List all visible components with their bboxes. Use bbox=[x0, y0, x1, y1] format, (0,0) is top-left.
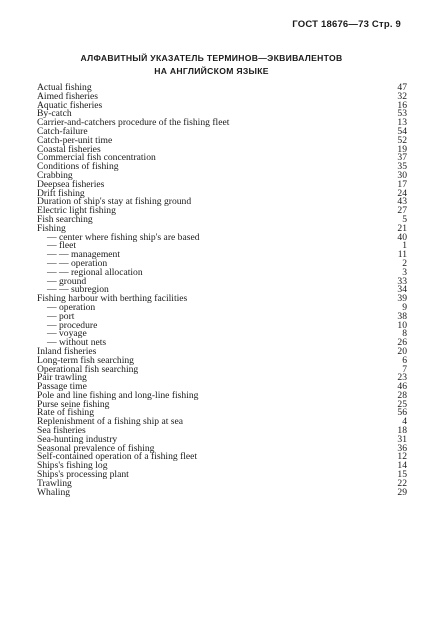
index-entry bbox=[37, 231, 407, 243]
entry-term: Sea-hunting industry bbox=[37, 433, 118, 445]
entry-term: Catch-failure bbox=[37, 125, 88, 137]
entry-number: 18 bbox=[397, 425, 407, 437]
index-entry bbox=[37, 301, 407, 313]
index-entry bbox=[37, 119, 407, 128]
entry-number: 12 bbox=[397, 451, 407, 463]
entry-term: Catch-per-unit time bbox=[37, 134, 113, 146]
entry-number: 3 bbox=[402, 266, 407, 278]
entry-term: — without nets bbox=[47, 337, 107, 349]
entry-term: — ground bbox=[47, 275, 87, 287]
index-entry bbox=[37, 99, 407, 111]
entry-number: 29 bbox=[397, 486, 407, 498]
entry-term: — procedure bbox=[47, 319, 98, 331]
entry-term: Rate of fishing bbox=[37, 407, 95, 419]
entry-term: Self-contained operation of a fishing fleet bbox=[37, 451, 198, 463]
entry-number: 17 bbox=[397, 178, 407, 190]
entry-term: Actual fishing bbox=[37, 82, 92, 93]
entry-number: 52 bbox=[397, 134, 407, 146]
entry-number: 19 bbox=[397, 143, 407, 155]
entry-term: Conditions of fishing bbox=[37, 161, 119, 173]
entry-number: 36 bbox=[397, 442, 407, 454]
entry-number: 11 bbox=[397, 249, 407, 261]
index-entry bbox=[37, 477, 407, 489]
entry-term: Crabbing bbox=[37, 169, 73, 181]
entry-term: — operation bbox=[47, 301, 96, 313]
entry-number: 33 bbox=[397, 275, 407, 287]
entry-number: 21 bbox=[397, 222, 407, 234]
entry-number: 46 bbox=[397, 381, 407, 393]
page-header: ГОСТ 18676—73 Стр. 9 bbox=[292, 19, 401, 30]
entry-number: 53 bbox=[397, 108, 407, 120]
entry-number: 37 bbox=[397, 152, 407, 164]
entry-number: 9 bbox=[402, 301, 407, 313]
entry-number: 35 bbox=[397, 161, 407, 173]
entry-term: Purse seine fishing bbox=[37, 398, 110, 410]
index-entry bbox=[37, 178, 407, 190]
entry-number: 24 bbox=[397, 187, 407, 199]
entry-number: 32 bbox=[397, 90, 407, 102]
entry-number: 7 bbox=[402, 363, 407, 375]
entry-number: 2 bbox=[402, 257, 407, 269]
entry-term: Deepsea fisheries bbox=[37, 178, 105, 190]
entry-term: Aquatic fisheries bbox=[37, 99, 103, 111]
entry-term: Ships's processing plant bbox=[37, 469, 129, 481]
index-entry bbox=[37, 319, 407, 331]
index-entry bbox=[37, 363, 407, 375]
entry-term: Electric light fishing bbox=[37, 205, 116, 217]
entry-number: 28 bbox=[397, 389, 407, 401]
entry-number: 31 bbox=[397, 433, 407, 445]
entry-term: Commercial fish concentration bbox=[37, 152, 156, 164]
entry-term: Pair trawling bbox=[37, 372, 87, 384]
entry-term: — fleet bbox=[47, 240, 77, 252]
entry-number: 13 bbox=[397, 117, 407, 129]
entry-number: 43 bbox=[397, 196, 407, 208]
index-entry bbox=[37, 418, 407, 427]
entry-term: Aimed fisheries bbox=[37, 90, 99, 102]
entry-term: Operational fish searching bbox=[37, 363, 139, 375]
index-entry bbox=[37, 266, 407, 278]
entry-term: Trawling bbox=[37, 477, 72, 489]
index-entry bbox=[37, 486, 407, 498]
entry-number: 54 bbox=[397, 125, 407, 137]
entry-term: — — operation bbox=[47, 257, 108, 269]
entry-number: 8 bbox=[402, 328, 407, 340]
entry-number: 38 bbox=[397, 310, 407, 322]
entry-term: — voyage bbox=[47, 328, 87, 340]
entry-number: 22 bbox=[397, 477, 407, 489]
entry-number: 25 bbox=[397, 398, 407, 410]
entry-number: 26 bbox=[397, 337, 407, 349]
index-entry bbox=[37, 163, 407, 172]
entry-term: Seasonal prevalence of fishing bbox=[37, 442, 155, 454]
entry-number: 16 bbox=[397, 99, 407, 111]
index-title bbox=[0, 52, 423, 78]
entry-term: Carrier-and-catchers procedure of the fishing fleet bbox=[37, 117, 230, 129]
entry-term: Drift fishing bbox=[37, 187, 85, 199]
entry-number: 5 bbox=[402, 213, 407, 225]
entry-term: — — subregion bbox=[47, 284, 109, 296]
entry-term: Ships's fishing log bbox=[37, 460, 108, 472]
entry-term: Duration of ship's stay at fishing ground bbox=[37, 196, 192, 208]
entry-number: 4 bbox=[402, 416, 407, 428]
entry-term: Inland fisheries bbox=[37, 345, 97, 357]
entry-term: Whaling bbox=[37, 486, 71, 498]
entry-term: — port bbox=[47, 310, 75, 322]
entry-term: Long-term fish searching bbox=[37, 354, 134, 366]
entry-number: 14 bbox=[397, 460, 407, 472]
entry-number: 34 bbox=[397, 284, 407, 296]
entry-number: 40 bbox=[397, 231, 407, 243]
entry-term: Pole and line fishing and long-line fishing bbox=[37, 389, 199, 401]
entry-number: 10 bbox=[397, 319, 407, 331]
entry-term: — — regional allocation bbox=[47, 266, 143, 278]
entry-number: 56 bbox=[397, 407, 407, 419]
entry-number: 6 bbox=[402, 354, 407, 366]
entry-number: 47 bbox=[397, 82, 407, 93]
index-title-line-2: НА АНГЛИЙСКОМ ЯЗЫКЕ bbox=[154, 66, 269, 76]
entry-term: By-catch bbox=[37, 108, 72, 120]
index-entry bbox=[37, 374, 407, 383]
index-entry bbox=[37, 213, 407, 225]
entry-term: — center where fishing ship's are based bbox=[47, 231, 200, 243]
index-title-line-1: АЛФАВИТНЫЙ УКАЗАТЕЛЬ ТЕРМИНОВ—ЭКВИВАЛЕНТОВ bbox=[80, 53, 343, 63]
entry-number: 39 bbox=[397, 293, 407, 305]
term-index bbox=[37, 84, 407, 497]
entry-term: — — management bbox=[47, 249, 120, 261]
entry-term: Fish searching bbox=[37, 213, 93, 225]
entry-term: Passage time bbox=[37, 381, 87, 393]
entry-number: 1 bbox=[402, 240, 407, 252]
entry-term: Fishing bbox=[37, 222, 66, 234]
index-entry bbox=[37, 471, 407, 480]
entry-term: Fishing harbour with berthing facilities bbox=[37, 293, 188, 305]
entry-term: Sea fisheries bbox=[37, 425, 86, 437]
entry-term: Replenishment of a fishing ship at sea bbox=[37, 416, 184, 428]
entry-number: 27 bbox=[397, 205, 407, 217]
entry-number: 23 bbox=[397, 372, 407, 384]
entry-number: 30 bbox=[397, 169, 407, 181]
entry-number: 20 bbox=[397, 345, 407, 357]
entry-term: Coastal fisheries bbox=[37, 143, 101, 155]
entry-number: 15 bbox=[397, 469, 407, 481]
